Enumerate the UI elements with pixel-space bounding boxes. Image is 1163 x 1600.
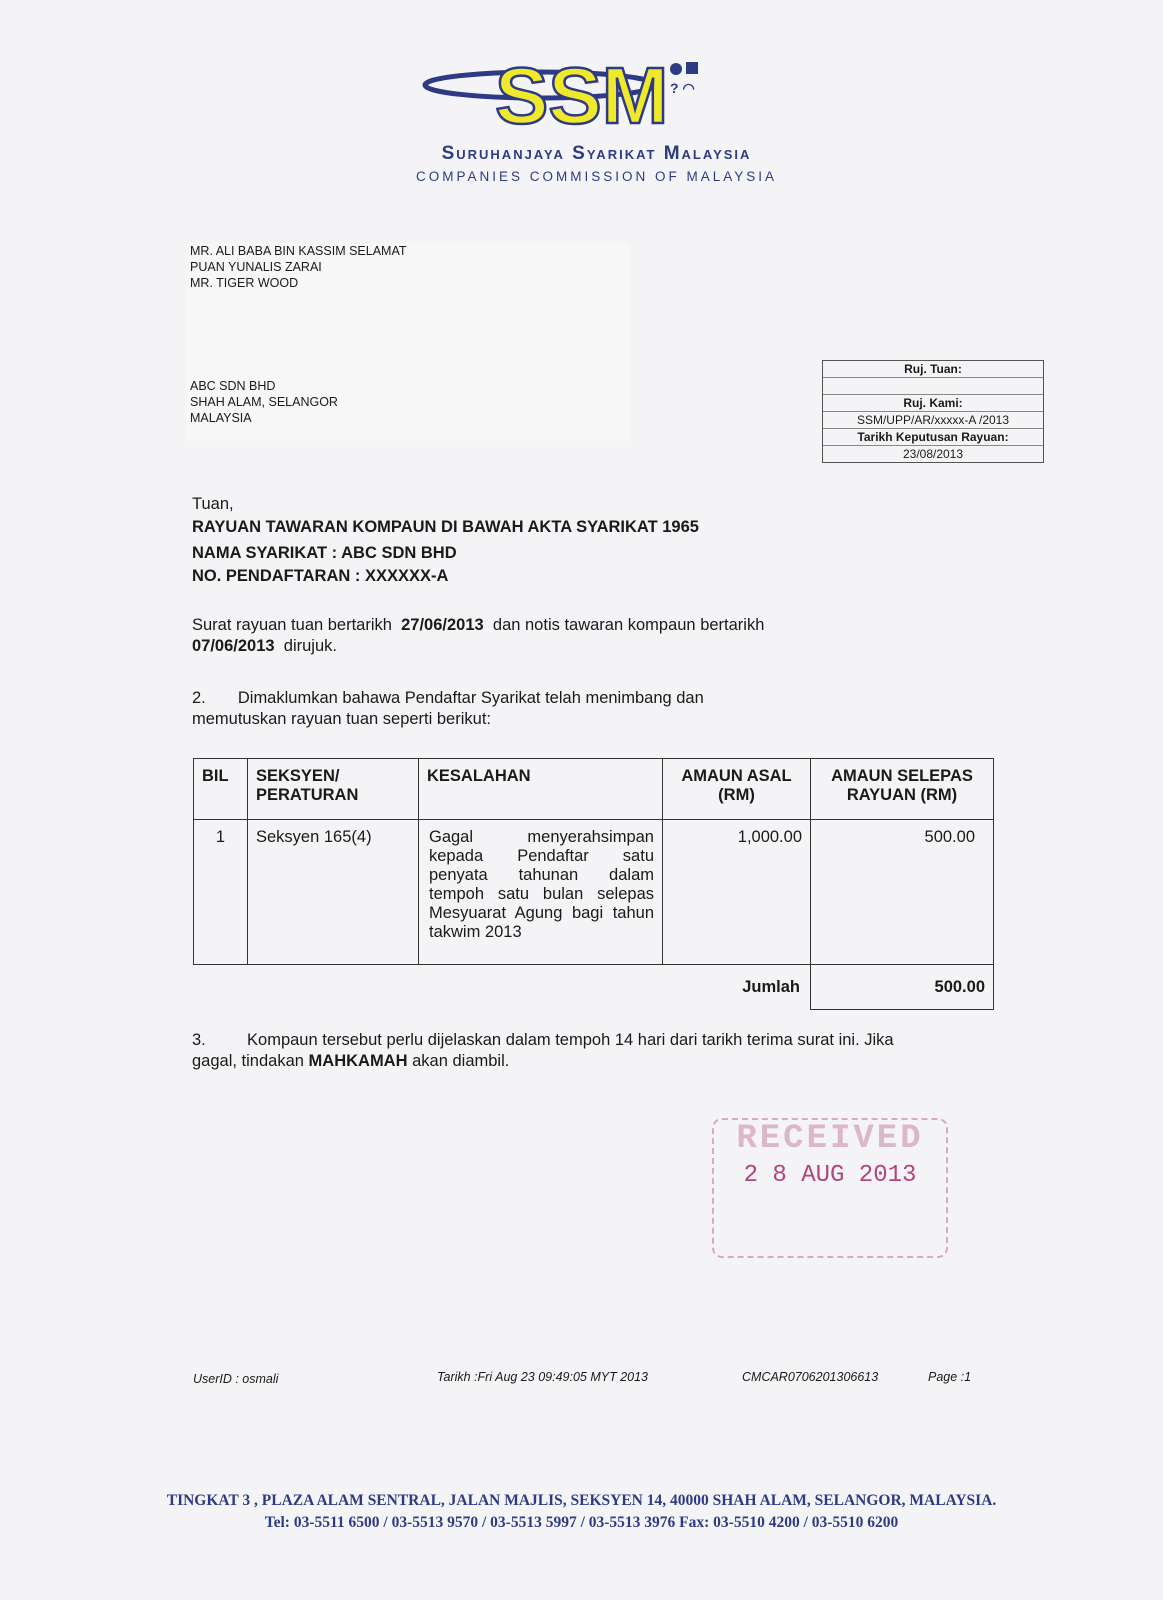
company-label: NAMA SYARIKAT : bbox=[192, 544, 338, 562]
cell-seksyen: Seksyen 165(4) bbox=[248, 820, 419, 965]
table-row bbox=[194, 820, 994, 965]
reg-value: XXXXXX-A bbox=[364, 567, 449, 585]
reg-label: NO. PENDAFTARAN : bbox=[192, 567, 361, 585]
text: Kompaun tersebut perlu dijelaskan dalam tempoh 14 hari dari tarikh terima surat ini. Jika bbox=[247, 1031, 894, 1049]
footer-doc-code: CMCAR0706201306613 bbox=[742, 1370, 879, 1384]
cell-bil: 1 bbox=[194, 820, 248, 965]
header-bil: BIL bbox=[194, 759, 248, 820]
recipient-name: MR. ALI BABA BIN KASSIM SELAMAT bbox=[190, 244, 407, 258]
table-header-row bbox=[194, 759, 994, 820]
para-number: 2. bbox=[192, 689, 206, 707]
cell-kesalahan: Gagal menyerahsimpan kepada Pendaftar satu penyata tahunan dalam tempoh satu bulan selepas Mesyuarat Agung bagi tahun takwim 2013 bbox=[419, 820, 663, 965]
text: dirujuk. bbox=[283, 637, 337, 655]
text: gagal, tindakan bbox=[192, 1052, 304, 1070]
text: dan notis tawaran kompaun bertarikh bbox=[492, 616, 765, 634]
header-amaun-selepas: AMAUN SELEPAS RAYUAN (RM) bbox=[811, 759, 994, 820]
ruj-tuan-value bbox=[823, 378, 1043, 395]
stamp-received-text: RECEIVED bbox=[736, 1120, 924, 1158]
svg-text:? ◠: ? ◠ bbox=[670, 80, 695, 96]
recipient-name: MR. TIGER WOOD bbox=[190, 276, 299, 290]
total-label: Jumlah bbox=[194, 965, 811, 1010]
address-line: ABC SDN BHD bbox=[190, 379, 276, 393]
text: Surat rayuan tuan bertarikh bbox=[192, 616, 392, 634]
subject-line: RAYUAN TAWARAN KOMPAUN DI BAWAH AKTA SYARIKAT 1965 bbox=[192, 518, 699, 536]
appeal-date: 27/06/2013 bbox=[401, 616, 484, 634]
org-name-malay: Suruhanjaya Syarikat Malaysia bbox=[441, 143, 752, 164]
footer-contact: Tel: 03-5511 6500 / 03-5513 9570 / 03-5513 5997 / 03-5513 3976 Fax: 03-5510 4200 / 03-5510 6200 bbox=[264, 1514, 899, 1531]
footer-address: TINGKAT 3 , PLAZA ALAM SENTRAL, JALAN MAJLIS, SEKSYEN 14, 40000 SHAH ALAM, SELANGOR, MALAYSIA. bbox=[166, 1492, 997, 1509]
stamp-date: 2 8 AUG 2013 bbox=[743, 1162, 917, 1189]
cell-amaun-selepas: 500.00 bbox=[811, 820, 994, 965]
ruj-kami-label: Ruj. Kami: bbox=[823, 395, 1043, 412]
company-value: ABC SDN BHD bbox=[341, 544, 457, 562]
header-kesalahan: KESALAHAN bbox=[419, 759, 663, 820]
address-line: MALAYSIA bbox=[190, 411, 252, 425]
text: memutuskan rayuan tuan seperti berikut: bbox=[192, 710, 491, 728]
court-word: MAHKAMAH bbox=[308, 1052, 408, 1070]
header-amaun-asal: AMAUN ASAL (RM) bbox=[663, 759, 811, 820]
footer-print-date: Tarikh :Fri Aug 23 09:49:05 MYT 2013 bbox=[437, 1370, 648, 1384]
address-line: SHAH ALAM, SELANGOR bbox=[190, 395, 338, 409]
reference-box bbox=[822, 360, 1044, 463]
paragraph-1 bbox=[192, 615, 992, 657]
company-line bbox=[192, 543, 457, 564]
tarikh-label: Tarikh Keputusan Rayuan: bbox=[823, 429, 1043, 446]
svg-text:SSM: SSM bbox=[495, 51, 669, 140]
text: akan diambil. bbox=[412, 1052, 510, 1070]
text: Dimaklumkan bahawa Pendaftar Syarikat telah menimbang dan bbox=[237, 689, 704, 707]
paragraph-2 bbox=[192, 688, 704, 730]
org-name-english: COMPANIES COMMISSION OF MALAYSIA bbox=[415, 169, 778, 184]
footer-page-number: Page :1 bbox=[928, 1370, 972, 1384]
compound-table bbox=[193, 758, 994, 1010]
received-stamp bbox=[712, 1118, 948, 1258]
cell-amaun-asal: 1,000.00 bbox=[663, 820, 811, 965]
notice-date: 07/06/2013 bbox=[192, 637, 275, 655]
ruj-tuan-label: Ruj. Tuan: bbox=[823, 361, 1043, 378]
para-number: 3. bbox=[192, 1031, 206, 1049]
registration-line bbox=[192, 566, 448, 587]
header-seksyen: SEKSYEN/ PERATURAN bbox=[248, 759, 419, 820]
salutation: Tuan, bbox=[192, 495, 234, 513]
total-value: 500.00 bbox=[811, 965, 994, 1010]
recipient-name: PUAN YUNALIS ZARAI bbox=[190, 260, 322, 274]
tarikh-value: 23/08/2013 bbox=[902, 447, 964, 461]
paragraph-3 bbox=[192, 1030, 1012, 1072]
ssm-logo bbox=[420, 45, 720, 140]
recipient-address bbox=[190, 378, 338, 426]
ruj-kami-value: SSM/UPP/AR/xxxxx-A /2013 bbox=[823, 412, 1043, 429]
recipient-names bbox=[190, 243, 407, 291]
table-total-row bbox=[194, 965, 994, 1010]
footer-user-id: UserID : osmali bbox=[193, 1372, 279, 1386]
